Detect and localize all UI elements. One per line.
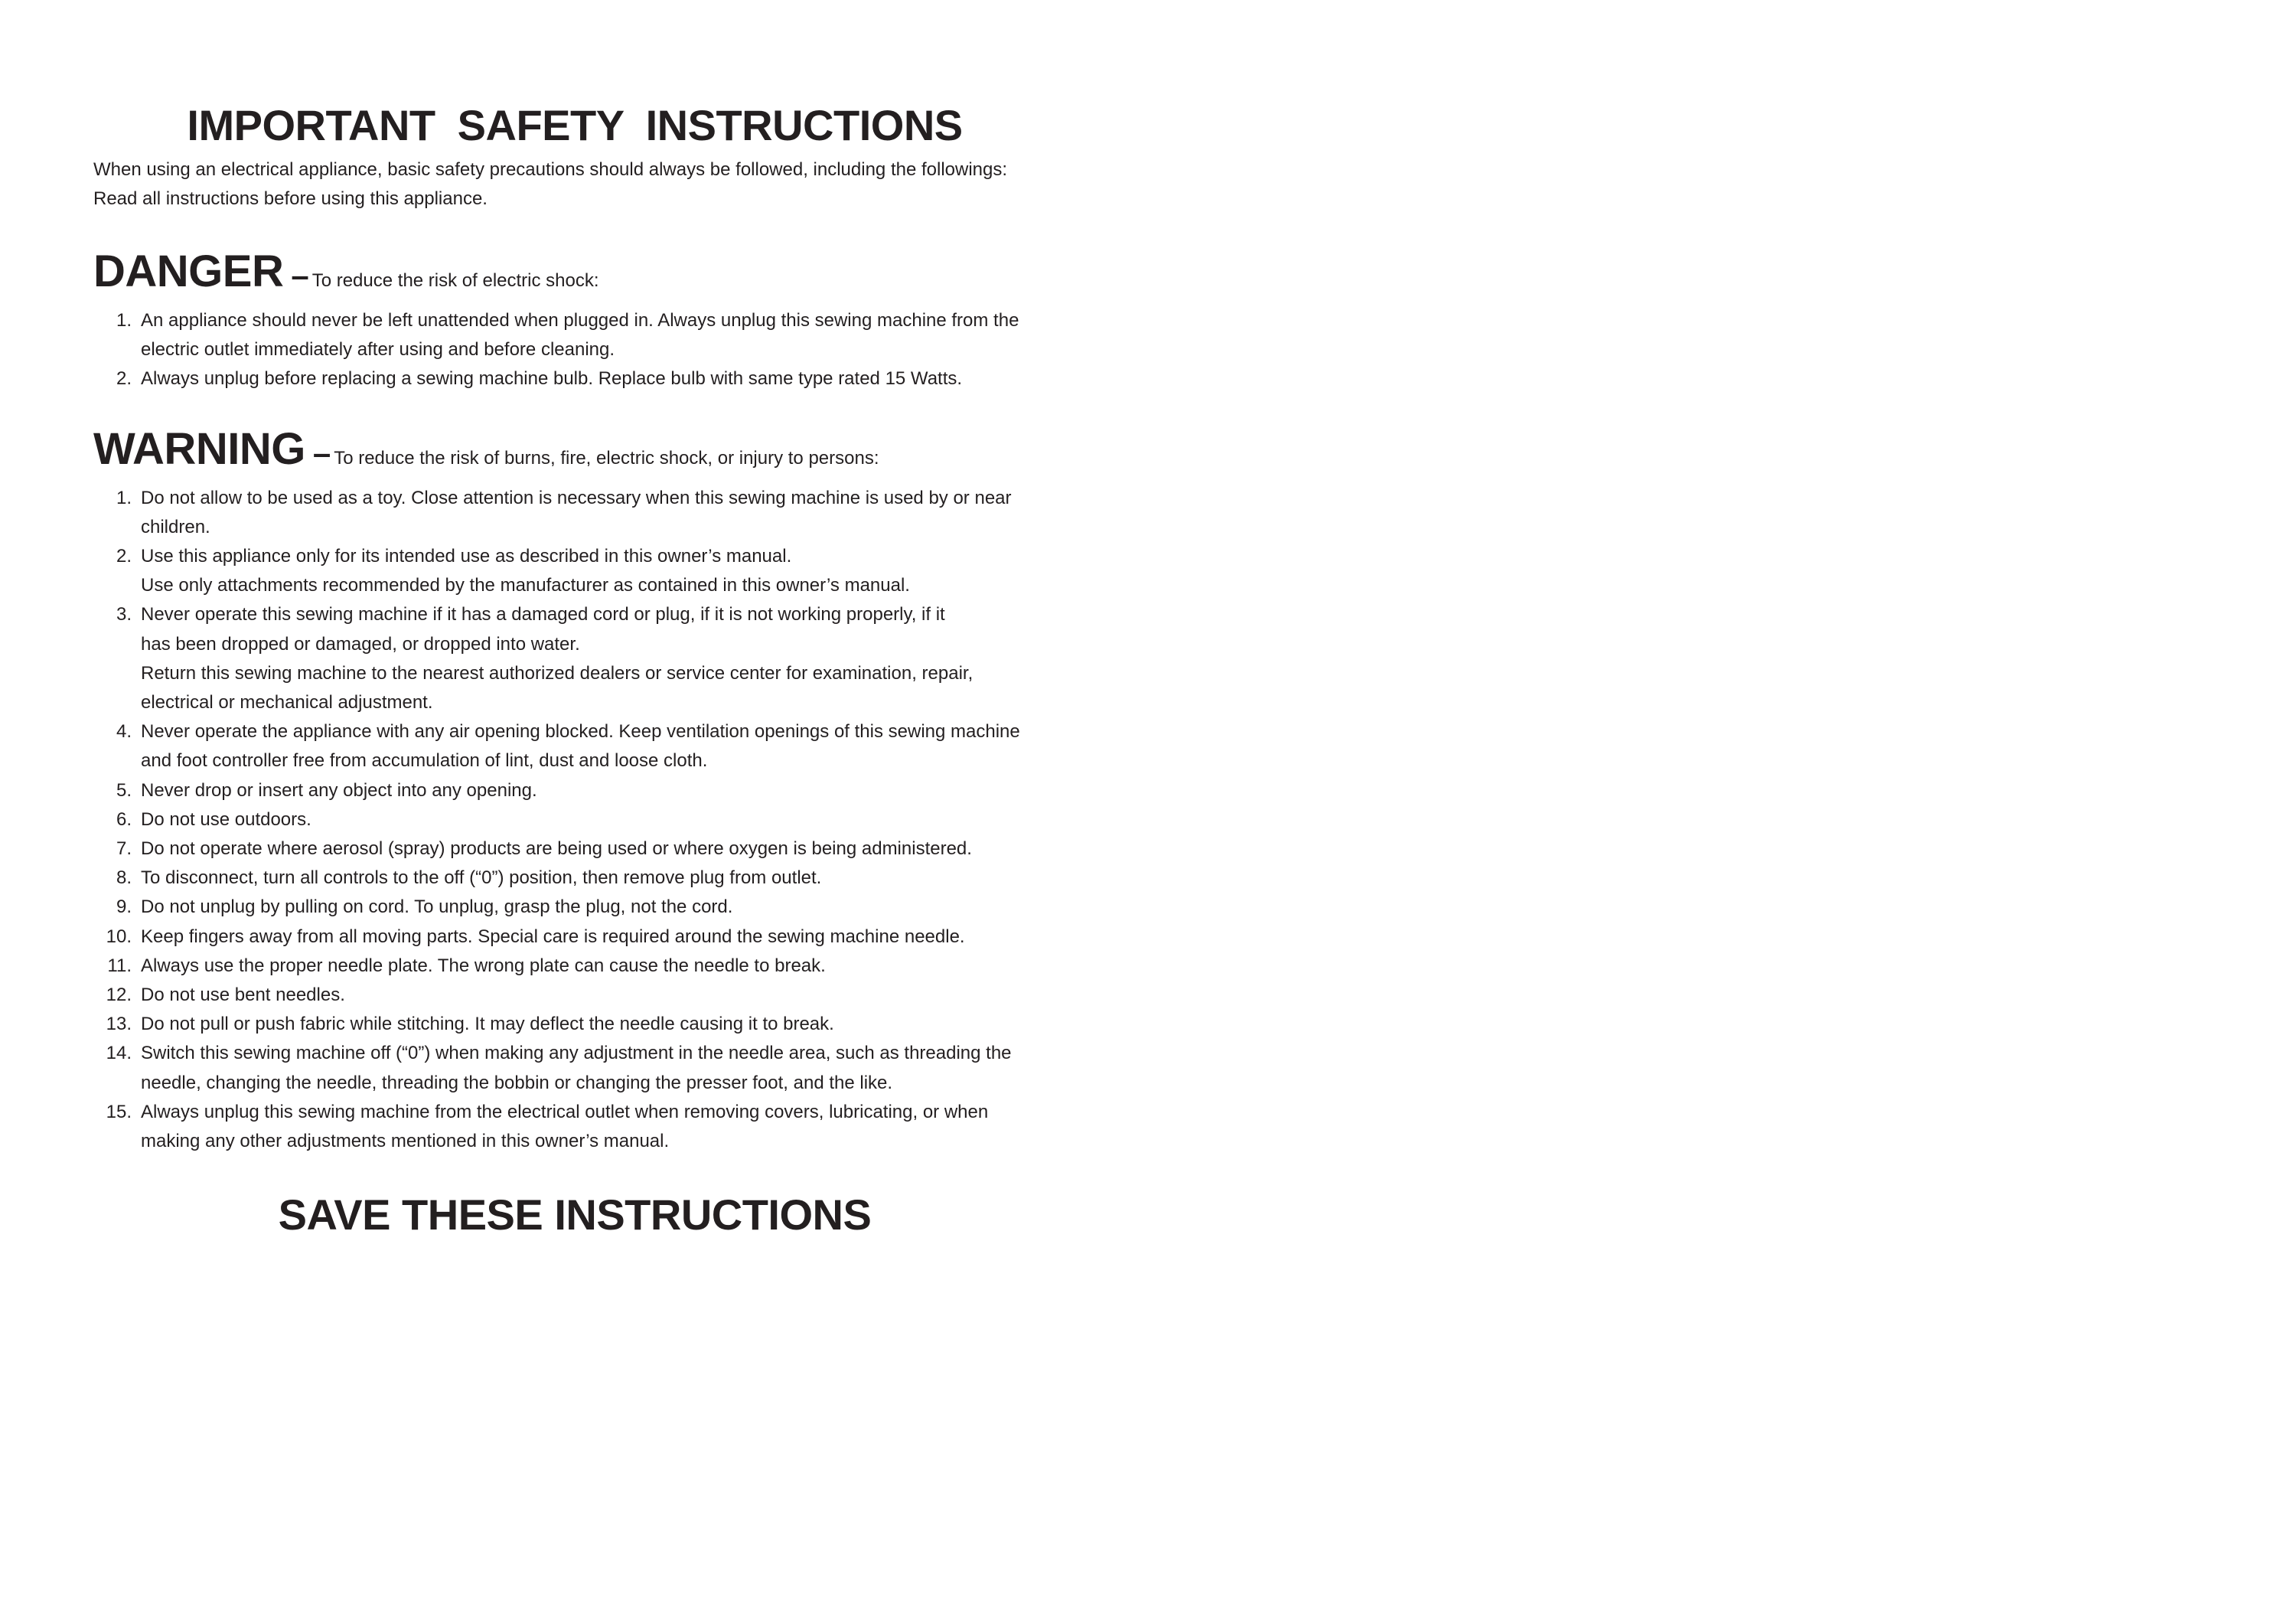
item-number: 1. [116, 310, 132, 331]
item-text [132, 805, 1065, 834]
item-text-line: Never operate this sewing machine if it has a damaged cord or plug, if it is not working properly, if it [141, 604, 945, 625]
item-text-line: Do not pull or push fabric while stitching. It may deflect the needle causing it to break. [141, 1014, 834, 1035]
item-number: 6. [116, 808, 132, 830]
list-item [93, 717, 1065, 776]
item-text [132, 1010, 1065, 1039]
item-number: 15. [106, 1101, 132, 1122]
list-item [93, 834, 1065, 864]
item-text [132, 834, 1065, 864]
item-text [132, 864, 1065, 893]
item-text-line: needle, changing the needle, threading the bobbin or changing the presser foot, and the like. [141, 1072, 893, 1093]
list-item [93, 484, 1065, 542]
list-item [93, 805, 1065, 834]
item-text-line: Use only attachments recommended by the manufacturer as contained in this owner’s manual. [141, 575, 910, 596]
list-item [93, 864, 1065, 893]
intro-line: Read all instructions before using this appliance. [93, 188, 488, 209]
item-text-line: Do not use outdoors. [141, 808, 311, 830]
danger-description: To reduce the risk of electric shock: [311, 270, 599, 291]
item-text [132, 981, 1065, 1010]
item-text-line: Do not operate where aerosol (spray) products are being used or where oxygen is being administered. [141, 838, 972, 860]
item-number: 5. [116, 779, 132, 801]
item-number: 13. [106, 1014, 132, 1035]
intro-text [93, 155, 1065, 214]
item-number: 9. [116, 896, 132, 918]
item-text [132, 717, 1065, 776]
item-number: 10. [106, 926, 132, 947]
item-text-line: making any other adjustments mentioned in this owner’s manual. [141, 1131, 670, 1152]
item-number: 8. [116, 867, 132, 889]
item-text-line: electric outlet immediately after using and before cleaning. [141, 339, 615, 361]
danger-heading [93, 247, 1065, 300]
item-text [132, 306, 1065, 364]
item-text [132, 893, 1065, 922]
danger-dash: – [291, 257, 309, 293]
danger-label: DANGER [93, 247, 284, 296]
intro-line: When using an electrical appliance, basic safety precautions should always be followed, including the followings: [93, 159, 1008, 180]
item-text [132, 600, 1065, 717]
list-item [93, 306, 1065, 364]
item-text-line: and foot controller free from accumulation of lint, dust and loose cloth. [141, 750, 708, 772]
item-text-line: Keep fingers away from all moving parts. Special care is required around the sewing machine needle. [141, 926, 965, 947]
list-item [93, 1039, 1065, 1097]
item-text [132, 952, 1065, 981]
item-number: 3. [116, 604, 132, 625]
list-item [93, 981, 1065, 1010]
item-text-line: Do not allow to be used as a toy. Close attention is necessary when this sewing machine is used by or near [141, 487, 1012, 508]
item-text-line: An appliance should never be left unattended when plugged in. Always unplug this sewing machine from the [141, 310, 1019, 331]
list-item [93, 600, 1065, 717]
item-number: 2. [116, 368, 132, 390]
list-item [93, 1010, 1065, 1039]
warning-description: To reduce the risk of burns, fire, electric shock, or injury to persons: [334, 447, 879, 469]
list-item [93, 923, 1065, 952]
list-item [93, 542, 1065, 600]
item-text [132, 1039, 1065, 1097]
item-text-line: Switch this sewing machine off (“0”) when making any adjustment in the needle area, such as threading the [141, 1043, 1012, 1064]
item-text [132, 542, 1065, 600]
page-title: IMPORTANT SAFETY INSTRUCTIONS [187, 101, 963, 149]
list-item [93, 776, 1065, 805]
warning-heading [93, 425, 1065, 478]
item-text-line: Do not unplug by pulling on cord. To unplug, grasp the plug, not the cord. [141, 896, 733, 918]
list-item [93, 364, 1065, 394]
item-text-line: children. [141, 516, 210, 537]
item-text-line: Never operate the appliance with any air opening blocked. Keep ventilation openings of this sewing machine [141, 721, 1020, 743]
item-text-line: To disconnect, turn all controls to the off (“0”) position, then remove plug from outlet. [141, 867, 822, 889]
item-number: 14. [106, 1043, 132, 1064]
item-text-line: Always unplug before replacing a sewing machine bulb. Replace bulb with same type rated 15 Watts. [141, 368, 963, 390]
item-text [132, 484, 1065, 542]
item-number: 2. [116, 546, 132, 567]
item-number: 4. [116, 721, 132, 743]
danger-list [93, 306, 1065, 394]
safety-instructions-page [93, 96, 1065, 1245]
item-text [132, 923, 1065, 952]
item-number: 1. [116, 487, 132, 508]
item-text-line: Never drop or insert any object into any opening. [141, 779, 537, 801]
item-text-line: Return this sewing machine to the nearest authorized dealers or service center for examination, repair, [141, 662, 974, 684]
item-text [132, 364, 1065, 394]
list-item [93, 893, 1065, 922]
item-number: 7. [116, 838, 132, 860]
item-number: 12. [106, 985, 132, 1006]
warning-label: WARNING [93, 423, 305, 474]
item-text-line: has been dropped or damaged, or dropped into water. [141, 633, 580, 655]
item-text-line: Do not use bent needles. [141, 985, 345, 1006]
list-item [93, 1098, 1065, 1156]
item-text-line: Always unplug this sewing machine from the electrical outlet when removing covers, lubricating, or when [141, 1101, 989, 1122]
item-text-line: Always use the proper needle plate. The wrong plate can cause the needle to break. [141, 955, 826, 976]
item-text-line: electrical or mechanical adjustment. [141, 692, 433, 714]
item-text-line: Use this appliance only for its intended use as described in this owner’s manual. [141, 546, 792, 567]
warning-list [93, 484, 1065, 1157]
item-text [132, 1098, 1065, 1156]
list-item [93, 952, 1065, 981]
item-text [132, 776, 1065, 805]
warning-dash: – [312, 434, 331, 471]
item-number: 11. [107, 955, 132, 976]
save-instructions-title: SAVE THESE INSTRUCTIONS [278, 1190, 872, 1239]
